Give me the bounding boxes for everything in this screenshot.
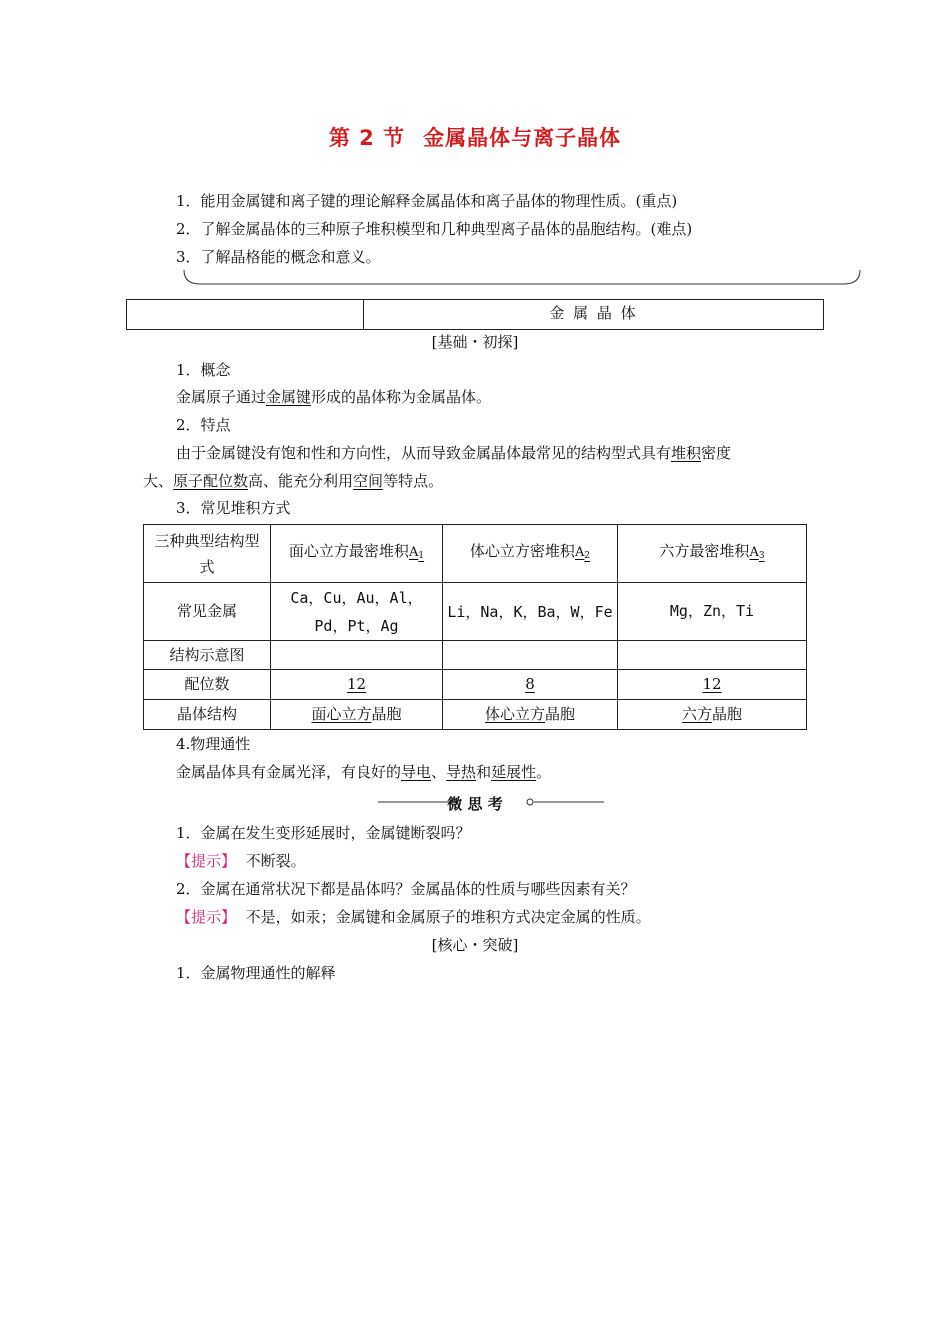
crystal-cell: 六方晶胞 [618, 700, 807, 730]
think-label: 微 思 考 [447, 795, 503, 813]
header-blank-cell [127, 300, 364, 330]
answer-2: 【提示】 不是，如汞；金属键和金属原子的堆积方式决定金属的性质。 [176, 908, 651, 926]
page-title: 第 2 节 金属晶体与离子晶体 [328, 126, 622, 150]
objective-2: 2．了解金属晶体的三种原子堆积模型和几种典型离子晶体的晶胞结构。(难点) [176, 220, 693, 238]
objective-3: 3．了解晶格能的概念和意义。 [176, 248, 381, 266]
diagram-cell [271, 641, 443, 670]
row-header: 常见金属 [144, 583, 271, 641]
table-row [144, 641, 807, 670]
features-text-line2: 大、原子配位数高、能充分利用空间等特点。 [143, 472, 444, 490]
tip-label: 【提示】 [176, 908, 237, 926]
concept-key: 金属键 [266, 388, 312, 406]
row-header: 三种典型结构型式 [144, 525, 271, 583]
physical-heading: 4.物理通性 [176, 735, 251, 753]
metals-cell: Li，Na，K，Ba，W，Fe [443, 583, 618, 641]
features-text-line1: 由于金属键没有饱和性和方向性，从而导致金属晶体最常见的结构型式具有堆积密度 [176, 444, 732, 462]
type-cell: 六方最密堆积$A_3$ [618, 525, 807, 583]
objectives-bracket [182, 268, 862, 288]
diagram-cell [443, 641, 618, 670]
table-row [144, 670, 807, 700]
crystal-cell: 面心立方晶胞 [271, 700, 443, 730]
question-1: 1．金属在发生变形延展时，金属键断裂吗？ [176, 824, 471, 842]
section-header-box [126, 299, 824, 330]
question-2: 2．金属在通常状况下都是晶体吗？金属晶体的性质与哪些因素有关？ [176, 880, 636, 898]
stacking-heading: 3．常见堆积方式 [176, 499, 291, 517]
stacking-table [143, 524, 807, 730]
metals-cell: Ca，Cu，Au，Al，Pd，Pt，Ag [271, 583, 443, 641]
type-cell: 体心立方密堆积$A_2$ [443, 525, 618, 583]
answer-1: 【提示】 不断裂。 [176, 852, 306, 870]
physical-text: 金属晶体具有金属光泽，有良好的导电、导热和延展性。 [176, 763, 552, 781]
final-heading: 1．金属物理通性的解释 [176, 964, 336, 982]
type-cell: 面心立方最密堆积$A_1$ [271, 525, 443, 583]
table-row [144, 700, 807, 730]
concept-heading: 1．概念 [176, 361, 231, 379]
header-label: 金 属 晶 体 [364, 300, 824, 330]
objective-1: 1．能用金属键和离子键的理论解释金属晶体和离子晶体的物理性质。(重点) [176, 192, 678, 210]
core-label: [核心・突破] [431, 936, 519, 954]
row-header: 配位数 [144, 670, 271, 700]
row-header: 晶体结构 [144, 700, 271, 730]
table-row [144, 525, 807, 583]
coordination-cell: 12 [271, 670, 443, 700]
basics-label: [基础・初探] [431, 333, 519, 351]
features-heading: 2．特点 [176, 416, 231, 434]
coordination-cell: 8 [443, 670, 618, 700]
metals-cell: Mg，Zn，Ti [618, 583, 807, 641]
diagram-cell [618, 641, 807, 670]
coordination-cell: 12 [618, 670, 807, 700]
row-header: 结构示意图 [144, 641, 271, 670]
tip-label: 【提示】 [176, 852, 237, 870]
crystal-cell: 体心立方晶胞 [443, 700, 618, 730]
table-row [144, 583, 807, 641]
concept-text: 金属原子通过金属键形成的晶体称为金属晶体。 [176, 388, 492, 406]
